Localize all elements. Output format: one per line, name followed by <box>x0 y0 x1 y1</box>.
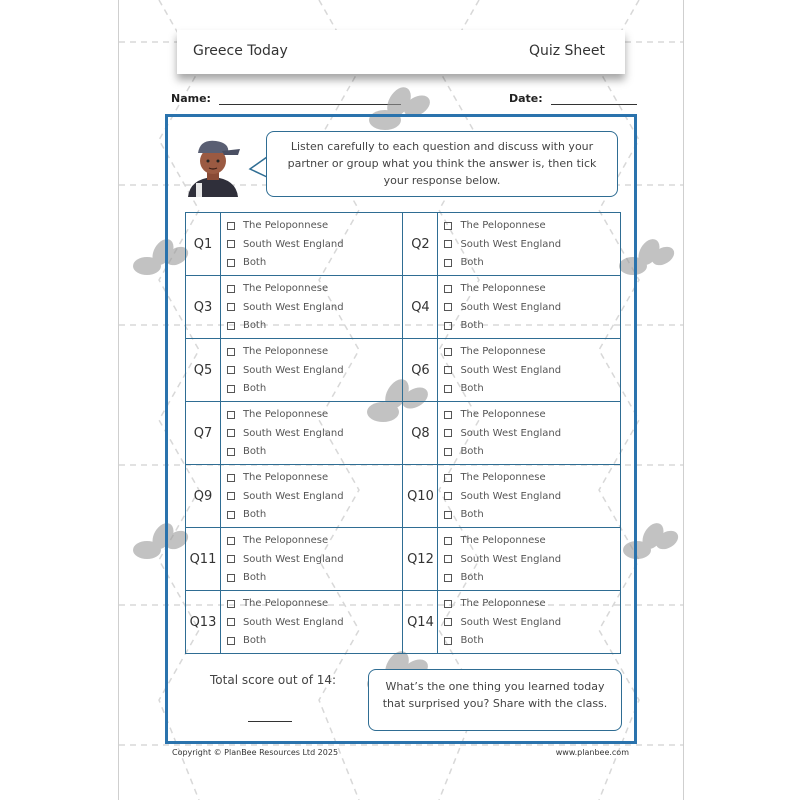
option-label: The Peloponnese <box>460 472 546 483</box>
option-label: Both <box>460 446 484 457</box>
option-label: Both <box>460 320 484 331</box>
option-label: South West England <box>242 238 344 250</box>
checkbox[interactable] <box>444 537 452 545</box>
option-label: The Peloponnese <box>242 283 329 294</box>
option-label: The Peloponnese <box>460 409 546 420</box>
option-label: Both <box>242 320 267 331</box>
checkbox[interactable] <box>227 348 235 356</box>
answer-option[interactable] <box>221 613 403 632</box>
checkbox[interactable] <box>444 600 452 608</box>
checkbox[interactable] <box>227 303 235 311</box>
answer-options <box>438 528 621 591</box>
answer-option[interactable] <box>221 531 403 550</box>
option-label: The Peloponnese <box>460 346 546 357</box>
quiz-row <box>186 591 621 654</box>
checkbox[interactable] <box>444 574 452 582</box>
answer-option[interactable] <box>438 361 620 380</box>
option-label: The Peloponnese <box>460 283 546 294</box>
answer-option[interactable] <box>221 442 403 461</box>
option-label: The Peloponnese <box>242 472 329 483</box>
answer-option[interactable] <box>221 405 403 424</box>
answer-option[interactable] <box>221 505 403 524</box>
option-label: South West England <box>460 490 562 502</box>
answer-options <box>220 339 403 402</box>
question-label: Q13 <box>186 591 221 654</box>
question-label: Q8 <box>403 402 438 465</box>
checkbox[interactable] <box>444 637 452 645</box>
checkbox[interactable] <box>227 259 235 267</box>
checkbox[interactable] <box>444 618 452 626</box>
header-banner <box>177 30 625 74</box>
option-label: South West England <box>460 616 562 628</box>
checkbox[interactable] <box>444 259 452 267</box>
option-label: Both <box>242 509 267 520</box>
question-label: Q5 <box>186 339 221 402</box>
option-label: The Peloponnese <box>242 598 329 609</box>
answer-option[interactable] <box>438 568 620 587</box>
checkbox[interactable] <box>227 222 235 230</box>
answer-option[interactable] <box>221 342 403 361</box>
website-text: www.planbee.com <box>555 748 629 757</box>
checkbox[interactable] <box>227 574 235 582</box>
name-label: Name: <box>171 92 211 105</box>
worksheet-title: Greece Today <box>193 43 288 59</box>
checkbox[interactable] <box>444 492 452 500</box>
reflection-prompt: What’s the one thing you learned today that surprised you? Share with the class. <box>368 669 622 731</box>
checkbox[interactable] <box>227 492 235 500</box>
answer-options <box>220 402 403 465</box>
instructions-bubble: Listen carefully to each question and discuss with your partner or group what you think the answer is, then tick your response below. <box>266 131 618 197</box>
date-underline[interactable] <box>551 94 637 105</box>
question-label: Q6 <box>403 339 438 402</box>
answer-option[interactable] <box>221 379 403 398</box>
answer-option[interactable] <box>221 279 403 298</box>
option-label: The Peloponnese <box>242 409 329 420</box>
option-label: Both <box>242 572 267 583</box>
answer-option[interactable] <box>221 550 403 569</box>
sheet-type-label: Quiz Sheet <box>528 43 605 59</box>
answer-option[interactable] <box>438 216 620 235</box>
option-label: The Peloponnese <box>460 598 546 609</box>
checkbox[interactable] <box>444 474 452 482</box>
answer-options <box>438 339 621 402</box>
answer-options <box>438 213 621 276</box>
answer-option[interactable] <box>438 468 620 487</box>
option-label: The Peloponnese <box>460 220 546 231</box>
option-label: South West England <box>460 238 562 250</box>
answer-options <box>438 591 621 654</box>
speech-bubble-tail <box>248 155 268 179</box>
answer-option[interactable] <box>438 550 620 569</box>
answer-option[interactable] <box>221 298 403 317</box>
question-label: Q7 <box>186 402 221 465</box>
answer-option[interactable] <box>438 342 620 361</box>
option-label: South West England <box>242 490 344 502</box>
option-label: Both <box>460 257 484 268</box>
answer-option[interactable] <box>221 216 403 235</box>
checkbox[interactable] <box>444 240 452 248</box>
answer-options <box>220 276 403 339</box>
answer-option[interactable] <box>438 613 620 632</box>
answer-option[interactable] <box>221 487 403 506</box>
checkbox[interactable] <box>227 600 235 608</box>
answer-option[interactable] <box>438 442 620 461</box>
student-avatar-icon <box>184 133 242 197</box>
option-label: Both <box>242 383 267 394</box>
quiz-row <box>186 339 621 402</box>
checkbox[interactable] <box>444 303 452 311</box>
checkbox[interactable] <box>444 555 452 563</box>
answer-option[interactable] <box>221 631 403 650</box>
option-label: The Peloponnese <box>460 535 546 546</box>
option-label: South West England <box>460 553 562 565</box>
question-label: Q2 <box>403 213 438 276</box>
quiz-row <box>186 528 621 591</box>
checkbox[interactable] <box>444 385 452 393</box>
option-label: The Peloponnese <box>242 220 329 231</box>
checkbox[interactable] <box>227 385 235 393</box>
option-label: Both <box>460 509 484 520</box>
quiz-frame <box>165 114 637 744</box>
checkbox[interactable] <box>444 222 452 230</box>
option-label: South West England <box>460 364 562 376</box>
answer-option[interactable] <box>438 487 620 506</box>
option-label: South West England <box>242 301 344 313</box>
question-label: Q14 <box>403 591 438 654</box>
option-label: Both <box>242 257 267 268</box>
checkbox[interactable] <box>227 511 235 519</box>
option-label: Both <box>460 572 484 583</box>
answer-option[interactable] <box>221 253 403 272</box>
answer-option[interactable] <box>438 316 620 335</box>
answer-option[interactable] <box>438 405 620 424</box>
checkbox[interactable] <box>444 511 452 519</box>
total-score-label: Total score out of 14: <box>210 673 337 687</box>
answer-option[interactable] <box>221 594 403 613</box>
option-label: South West England <box>242 616 344 628</box>
answer-option[interactable] <box>221 468 403 487</box>
option-label: South West England <box>242 553 344 565</box>
answer-options <box>220 465 403 528</box>
checkbox[interactable] <box>227 411 235 419</box>
checkbox[interactable] <box>227 637 235 645</box>
checkbox[interactable] <box>227 618 235 626</box>
answer-option[interactable] <box>221 316 403 335</box>
option-label: Both <box>242 446 267 457</box>
option-label: South West England <box>460 427 562 439</box>
answer-option[interactable] <box>438 631 620 650</box>
checkbox[interactable] <box>444 411 452 419</box>
option-label: Both <box>460 383 484 394</box>
checkbox[interactable] <box>444 448 452 456</box>
answer-option[interactable] <box>438 279 620 298</box>
answer-option[interactable] <box>221 568 403 587</box>
checkbox[interactable] <box>227 448 235 456</box>
answer-options <box>220 213 403 276</box>
answer-option[interactable] <box>438 594 620 613</box>
date-field[interactable] <box>509 92 637 105</box>
answer-option[interactable] <box>438 253 620 272</box>
option-label: The Peloponnese <box>242 535 329 546</box>
answer-option[interactable] <box>438 235 620 254</box>
checkbox[interactable] <box>444 348 452 356</box>
quiz-row <box>186 213 621 276</box>
question-label: Q11 <box>186 528 221 591</box>
quiz-row <box>186 465 621 528</box>
quiz-table <box>185 212 621 654</box>
answer-option[interactable] <box>438 424 620 443</box>
checkbox[interactable] <box>444 285 452 293</box>
question-label: Q9 <box>186 465 221 528</box>
option-label: Both <box>460 635 484 646</box>
answer-option[interactable] <box>221 235 403 254</box>
copyright-text: Copyright © PlanBee Resources Ltd 2025 <box>172 748 339 757</box>
worksheet-page <box>118 0 684 800</box>
option-label: Both <box>242 635 267 646</box>
date-label: Date: <box>509 92 543 105</box>
checkbox[interactable] <box>227 537 235 545</box>
question-label: Q10 <box>403 465 438 528</box>
question-label: Q4 <box>403 276 438 339</box>
option-label: South West England <box>242 427 344 439</box>
checkbox[interactable] <box>227 366 235 374</box>
answer-option[interactable] <box>438 531 620 550</box>
answer-options <box>438 402 621 465</box>
answer-option[interactable] <box>221 361 403 380</box>
checkbox[interactable] <box>444 322 452 330</box>
checkbox[interactable] <box>444 429 452 437</box>
checkbox[interactable] <box>227 240 235 248</box>
question-label: Q12 <box>403 528 438 591</box>
answer-options <box>438 465 621 528</box>
checkbox[interactable] <box>227 555 235 563</box>
answer-option[interactable] <box>438 505 620 524</box>
checkbox[interactable] <box>227 429 235 437</box>
checkbox[interactable] <box>227 285 235 293</box>
answer-options <box>220 591 403 654</box>
quiz-row <box>186 276 621 339</box>
question-label: Q1 <box>186 213 221 276</box>
checkbox[interactable] <box>227 322 235 330</box>
total-score-line[interactable] <box>248 721 292 722</box>
option-label: South West England <box>242 364 344 376</box>
option-label: The Peloponnese <box>242 346 329 357</box>
answer-option[interactable] <box>221 424 403 443</box>
option-label: South West England <box>460 301 562 313</box>
answer-option[interactable] <box>438 298 620 317</box>
checkbox[interactable] <box>227 474 235 482</box>
quiz-row <box>186 402 621 465</box>
checkbox[interactable] <box>444 366 452 374</box>
answer-options <box>438 276 621 339</box>
answer-options <box>220 528 403 591</box>
answer-option[interactable] <box>438 379 620 398</box>
question-label: Q3 <box>186 276 221 339</box>
